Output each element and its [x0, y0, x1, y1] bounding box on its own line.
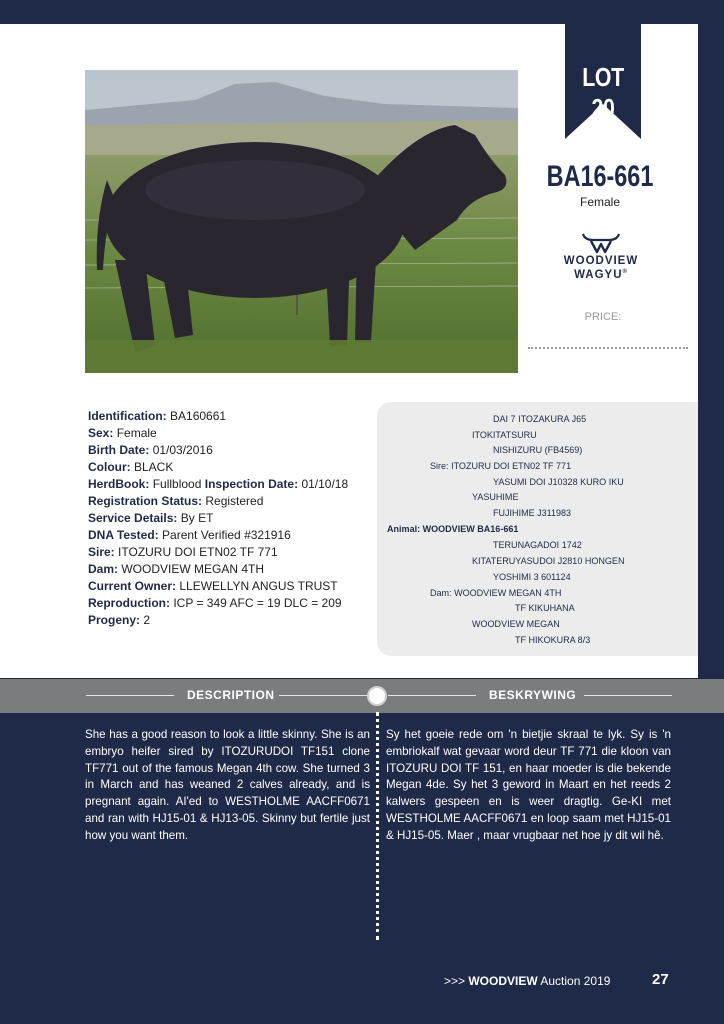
detail-value: BLACK [134, 460, 174, 474]
detail-label: Progeny: [88, 613, 141, 627]
description-afrikaans: Sy het goeie rede om 'n bietjie skraal te lyk. Sy is 'n embriokalf wat gevaar word deur TF 771 die kloon van ITOZURU DOI TF 151, en haar moeder is die bekende Megan 4de. Sy het 3 geword in Maart en het reeds 2 kalwers gespeen en is weer dragtig. Ge-KI met WESTHOLME AACFF0671 en loop saam met HJ15-01 & HJ15-05. Maer , maar vrugbaar net hoe jy dit wil hê. [386, 728, 671, 842]
detail-row [88, 544, 378, 561]
detail-row [88, 442, 378, 459]
animal-code: BA16-661 [546, 160, 654, 193]
detail-row [88, 493, 378, 510]
detail-label: Birth Date: [88, 443, 150, 457]
column-divider [376, 712, 379, 940]
detail-label: Identification: [88, 409, 167, 423]
pedigree-dd: WOODVIEW MEGAN [472, 619, 560, 630]
detail-row [88, 527, 378, 544]
pedigree-sss: DAI 7 ITOZAKURA J65 [493, 414, 587, 425]
detail-value: WOODVIEW MEGAN 4TH [121, 562, 265, 576]
pedigree-dss: TERUNAGADOI 1742 [493, 540, 582, 551]
pedigree-dds: TF KIKUHANA [515, 603, 575, 614]
pedigree-dam: Dam: WOODVIEW MEGAN 4TH [430, 588, 562, 599]
pedigree-sd: YASUHIME [472, 492, 519, 503]
price-divider [528, 347, 688, 349]
detail-row [88, 612, 378, 629]
detail-row [88, 510, 378, 527]
band-rule [279, 695, 367, 696]
detail-value: Fullblood [152, 477, 202, 491]
description-english: She has a good reason to look a little skinny. She is an embryo heifer sired by ITOZURUDOI TF151 clone TF771 out of the famous Megan 4th cow. She turned 3 in March and has weaned 2 calves already, and is pregnant again. AI'ed to WESTHOLME AACFF0671 and ran with HJ15-01 & HJ13-05. Skinny but fertile just how you want them. [85, 728, 370, 842]
pedigree-sdd: FUJIHIME J311983 [493, 508, 572, 519]
band-circle [367, 686, 387, 706]
detail-label: Registration Status: [88, 494, 203, 508]
detail-value: ICP = 349 AFC = 19 DLC = 209 [173, 596, 342, 610]
detail-label: HerdBook: [88, 477, 150, 491]
logo-subtext: WAGYU® [574, 269, 628, 281]
description-heading: DESCRIPTION [187, 688, 275, 702]
band-rule [388, 695, 476, 696]
price-label: PRICE: [584, 311, 622, 323]
detail-label: Dam: [88, 562, 119, 576]
beskrywing-heading: BESKRYWING [489, 688, 577, 702]
detail-value: Parent Verified #321916 [162, 528, 291, 542]
pedigree-ddd: TF HIKOKURA 8/3 [515, 635, 591, 646]
detail-label: Sire: [88, 545, 115, 559]
band-rule [584, 695, 672, 696]
lot-number: LOT 20 [582, 62, 624, 123]
detail-label: Service Details: [88, 511, 178, 525]
detail-value: Female [116, 426, 157, 440]
page-number: 27 [652, 971, 669, 988]
detail-row [88, 476, 378, 493]
detail-row [88, 595, 378, 612]
pedigree-ss: ITOKITATSURU [472, 430, 537, 441]
detail-label: Colour: [88, 460, 131, 474]
detail-value: 01/03/2016 [152, 443, 213, 457]
pedigree-ds: KITATERUYASUDOI J2810 HONGEN [472, 556, 625, 567]
detail-row [88, 408, 378, 425]
detail-value: 2 [143, 613, 151, 627]
detail-value: By ET [180, 511, 214, 525]
detail-row [88, 459, 378, 476]
detail-row [88, 578, 378, 595]
detail-label: Current Owner: [88, 579, 177, 593]
detail-value: ITOZURU DOI ETN02 TF 771 [118, 545, 278, 559]
pedigree-ssd: NISHIZURU (FB4569) [493, 445, 583, 456]
detail-value: Registered [205, 494, 264, 508]
pedigree-sds: YASUMI DOI J10328 KURO IKU [493, 477, 624, 488]
detail-row [88, 561, 378, 578]
logo-text: WOODVIEW [563, 255, 639, 267]
detail-value: 01/10/18 [301, 477, 349, 491]
detail-row [88, 425, 378, 442]
band-rule [86, 695, 174, 696]
detail-value: LLEWELLYN ANGUS TRUST [179, 579, 338, 593]
pedigree-animal: Animal: WOODVIEW BA16-661 [387, 524, 519, 535]
detail-value: BA160661 [170, 409, 227, 423]
detail-label: Inspection Date: [204, 477, 299, 491]
cow-photo [85, 70, 518, 373]
animal-details [88, 408, 378, 629]
detail-label: Reproduction: [88, 596, 170, 610]
footer: >>> WOODVIEW Auction 2019 [444, 974, 611, 988]
section-band [0, 679, 724, 713]
bull-horns-icon [581, 232, 621, 254]
pedigree-dsd: YOSHIMI 3 601124 [493, 572, 571, 583]
pedigree-sire: Sire: ITOZURU DOI ETN02 TF 771 [430, 461, 572, 472]
detail-label: Sex: [88, 426, 114, 440]
animal-sex: Female [579, 195, 620, 209]
detail-label: DNA Tested: [88, 528, 159, 542]
